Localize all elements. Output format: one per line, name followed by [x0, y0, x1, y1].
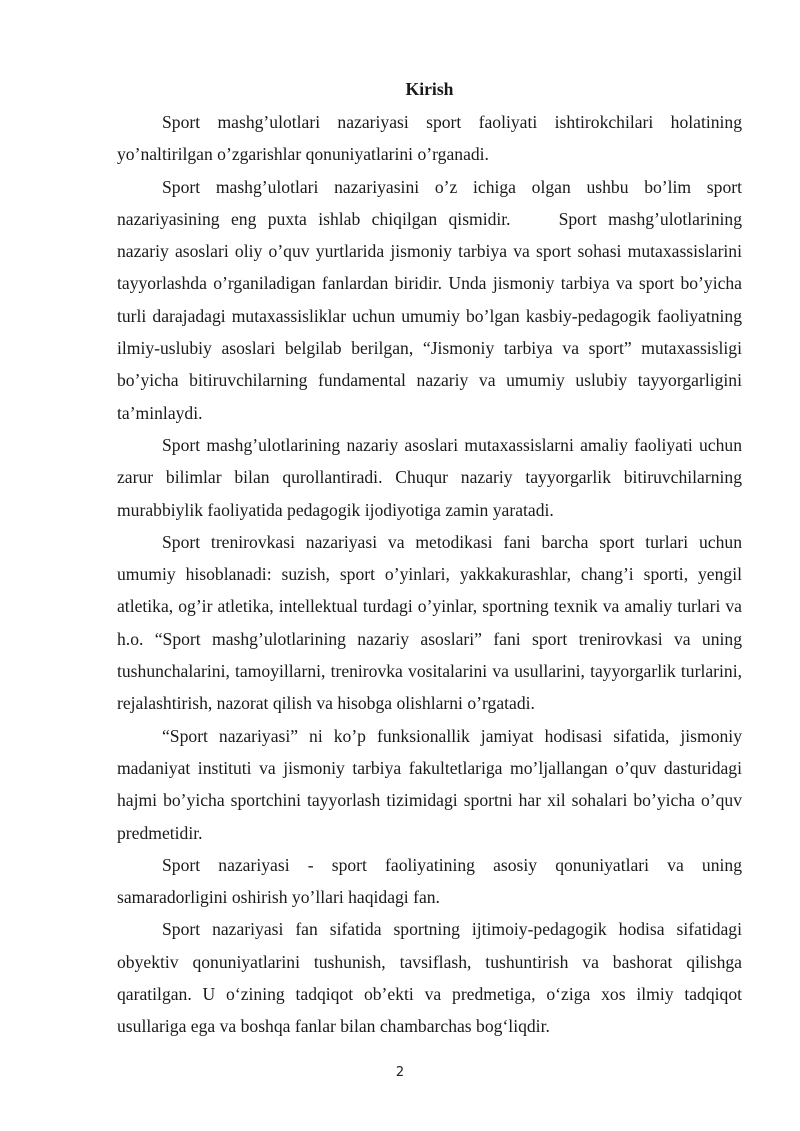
- page-number: 2: [395, 1065, 405, 1080]
- paragraph: Sport nazariyasi - sport faoliyatining asosiy qonuniyatlari va uning samaradorligini oshirish yo’llari haqidagi fan.: [117, 854, 742, 908]
- paragraph: Sport mashg’ulotlari nazariyasini o’z ichiga olgan ushbu bo’lim sport nazariyasining eng puxta ishlab chiqilgan qismidir. Sport mashg’ulotlarining nazariy asoslari oliy o’quv yurtlarida jismoniy tarbiya va sport sohasi mutaxassislarini tayyorlashda o’rganiladigan fanlardan biridir. Unda jismoniy tarbiya va sport bo’yicha turli darajadagi mutaxassisliklar uchun umumiy bo’lgan kasbiy-pedagogik faoliyatning ilmiy-uslubiy asoslari belgilab berilgan, “Jismoniy tarbiya va sport” mutaxassisligi bo’yicha bitiruvchilarning fundamental nazariy va umumiy uslubiy tayyorgarligini ta’minlaydi.: [117, 176, 742, 423]
- paragraph: Sport nazariyasi fan sifatida sportning ijtimoiy-pedagogik hodisa sifatidagi obyektiv qonuniyatlarini tushunish, tavsiflash, tushuntirish va bashorat qilishga qaratilgan. U o‘zining tadqiqot ob’ekti va predmetiga, o‘ziga xos ilmiy tadqiqot usullariga ega va boshqa fanlar bilan chambarchas bog‘liqdir.: [117, 919, 742, 1037]
- paragraph: Sport mashg’ulotlarining nazariy asoslari mutaxassislarni amaliy faoliyati uchun zarur bilimlar bilan qurollantiradi. Chuqur nazariy tayyorgarlik bitiruvchilarning murabbiylik faoliyatida pedagogik ijodiyotiga zamin yaratadi.: [117, 434, 742, 520]
- paragraph: “Sport nazariyasi” ni ko’p funksionallik jamiyat hodisasi sifatida, jismoniy madaniyat instituti va jismoniy tarbiya fakultetlariga mo’ljallangan o’quv dasturidagi hajmi bo’yicha sportchini tayyorlash tizimidagi sportni har xil sohalari bo’yicha o’quv predmetidir.: [117, 725, 742, 843]
- section-title: Kirish: [405, 79, 454, 99]
- paragraph: Sport trenirovkasi nazariyasi va metodikasi fani barcha sport turlari uchun umumiy hisoblanadi: suzish, sport o’yinlari, yakkakurashlar, chang’i sporti, yengil atletika, og’ir atletika, intellektual turdagi o’yinlar, sportning texnik va amaliy turlari va h.o. “Sport mashg’ulotlarining nazariy asoslari” fani sport trenirovkasi va uning tushunchalarini, tamoyillarni, trenirovka vositalarini va usullarini, tayyorgarlik turlarini, rejalashtirish, nazorat qilish va hisobga olishlarni o’rgatadi.: [117, 531, 742, 714]
- page-content: [117, 76, 742, 1043]
- paragraph: Sport mashg’ulotlari nazariyasi sport faoliyati ishtirokchilari holatining yo’naltirilgan o’zgarishlar qonuniyatlarini o’rganadi.: [117, 112, 742, 165]
